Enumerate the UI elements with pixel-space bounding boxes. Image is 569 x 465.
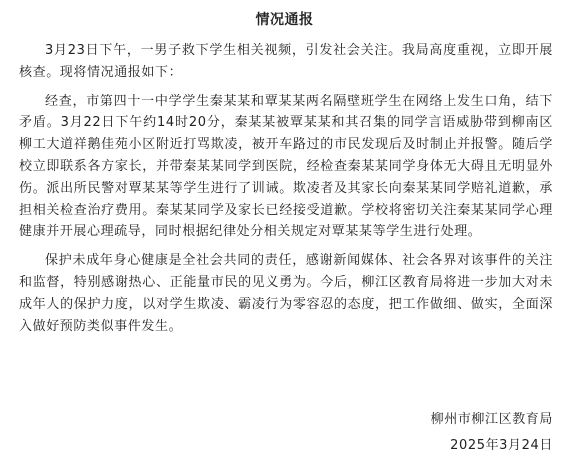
paragraph-findings: 经查，市第四十一中学学生秦某某和覃某某两名隔壁班学生在网络上发生口角，结下矛盾。3月22日下午约14时20分，秦某某被覃某某和其召集的同学言语威胁带到柳南区柳工大道祥鹅佳苑小区附近打骂欺凌，被开车路过的市民发现后及时制止并报警。随后学校立即联系各方家长，并带秦某某同学到医院，经检查秦某某同学身体无大碍且无明显外伤。派出所民警对覃某某等学生进行了训诫。欺凌者及其家长向秦某某同学赔礼道歉，承担相关检查治疗费用。秦某某同学及家长已经接受道歉。学校将密切关注秦某某同学心理健康并开展心理疏导，同时根据纪律处分相关规定对覃某某等学生进行处理。 <box>19 93 553 240</box>
signature-date: 2025年3月24日 <box>450 438 553 453</box>
notice-title: 情况通报 <box>255 12 314 28</box>
signature-organization: 柳州市柳江区教育局 <box>430 412 553 427</box>
notice-body <box>19 40 553 344</box>
paragraph-closing: 保护未成年身心健康是全社会共同的责任，感谢新闻媒体、社会各界对该事件的关注和监督，特别感谢热心、正能量市民的见义勇为。今后，柳江区教育局将进一步加大对未成年人的保护力度，以对学生欺凌、霸凌行为零容忍的态度，把工作做细、做实，全面深入做好预防类似事件发生。 <box>19 253 553 334</box>
paragraph-intro: 3月23日下午，一男子救下学生相关视频，引发社会关注。我局高度重视，立即开展核查。现将情况通报如下： <box>19 43 553 80</box>
